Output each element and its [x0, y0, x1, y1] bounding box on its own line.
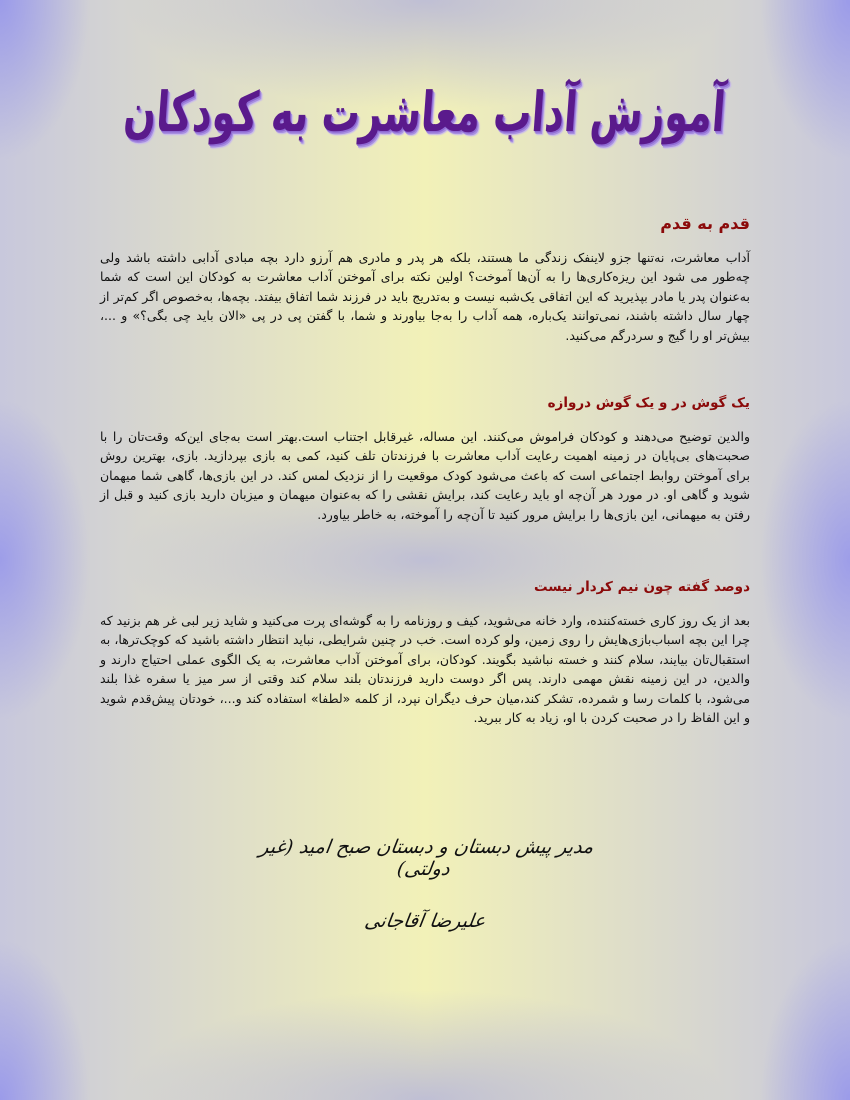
page-title: آموزش آداب معاشرت به کودکان: [122, 80, 728, 144]
section-heading: دوصد گفته چون نیم کردار نیست: [534, 579, 750, 596]
signature-name: علیرضا آقاجانی: [363, 910, 487, 932]
section-actions-over-words: [100, 579, 750, 727]
section-paragraph: آداب معاشرت، نه‌تنها جزو لاینفک زندگی ما هستند، بلکه هر پدر و مادری هم آرزو دارد بچه مبادی آدابی داشته باشد ولی چه‌طور می شود این ریزه‌کاری‌ها را به آن‌ها آموخت؟ اولین نکته برای آموختن آداب معاشرت به کودکان این است که شما به‌عنوان پدر یا مادر بپذیرید که این اتفاقی یک‌شبه نیست و به‌تدریج باید در فرزند شما اتفاق بیفتد. بچه‌ها، به‌خصوص اگر کم‌تر از چهار سال داشته باشند، نمی‌توانند یک‌باره، همه آداب را به‌جا بیاورند و شما، با گفتن پی در پی «الان باید چی بگی؟» و ...، بیش‌تر او را گیج و سردرگم می‌کنید.: [100, 250, 750, 343]
section-step-by-step: [100, 214, 750, 345]
section-paragraph: والدین توضیح می‌دهند و کودکان فراموش می‌کنند. این مساله، غیرقابل اجتناب است.بهتر است به‌جای این‌که وقت‌تان را با صحبت‌های بی‌پایان در زمینه اهمیت رعایت آداب معاشرت با فرزندتان تلف کنید، کمی به بازی بپردازید. بازی، بهترین روش برای آموختن روابط اجتماعی است که باعث می‌شود کودک موقعیت را از نزدیک لمس کند. در این بازی‌ها، گاهی شما میهمان شوید و گاهی او. در مورد هر آن‌چه او باید رعایت کند، برایش نقشی را که به‌عنوان میهمان و میزبان دارید بازی کنید و قبل از رفتن به میهمانی، این بازی‌ها را برایش مرور کنید تا آن‌چه را آموخته، به خاطر بیاورد.: [100, 429, 750, 522]
signature-organization: مدیر پیش دبستان و دبستان صبح امید (غیر دولتی): [258, 836, 595, 880]
section-paragraph: بعد از یک روز کاری خسته‌کننده، وارد خانه می‌شوید، کیف و روزنامه را به گوشه‌ای پرت می‌کنید و شاید زیر لبی غر هم بزنید که چرا این بچه اسباب‌بازی‌هایش را روی زمین، ولو کرده است. خب در چنین شرایطی، نباید انتظار داشته باشید که کوچک‌ترها، به استقبال‌تان بیایند، سلام کنند و خسته نباشید بگویند. کودکان، برای آموختن آداب معاشرت، به یک الگوی عملی احتیاج دارند و والدین، در این زمینه نقش مهمی دارند. پس اگر دوست دارید فرزندتان بلند سلام کند وقتی از سر میز یا سفره غذا بلند می‌شود، با کلمات رسا و شمرده، تشکر کند،میان حرف دیگران نپرد، از کلمه «لطفا» استفاده کند و...، خودتان پیش‌قدم شوید و این الفاظ را در صحبت کردن با او، زیاد به کار ببرید.: [100, 613, 750, 726]
article-body: [100, 214, 750, 728]
section-one-ear: [100, 395, 750, 524]
section-heading: قدم به قدم: [660, 214, 750, 233]
section-heading: یک گوش در و یک گوش دروازه: [547, 395, 750, 412]
page-title-banner: [122, 62, 728, 162]
